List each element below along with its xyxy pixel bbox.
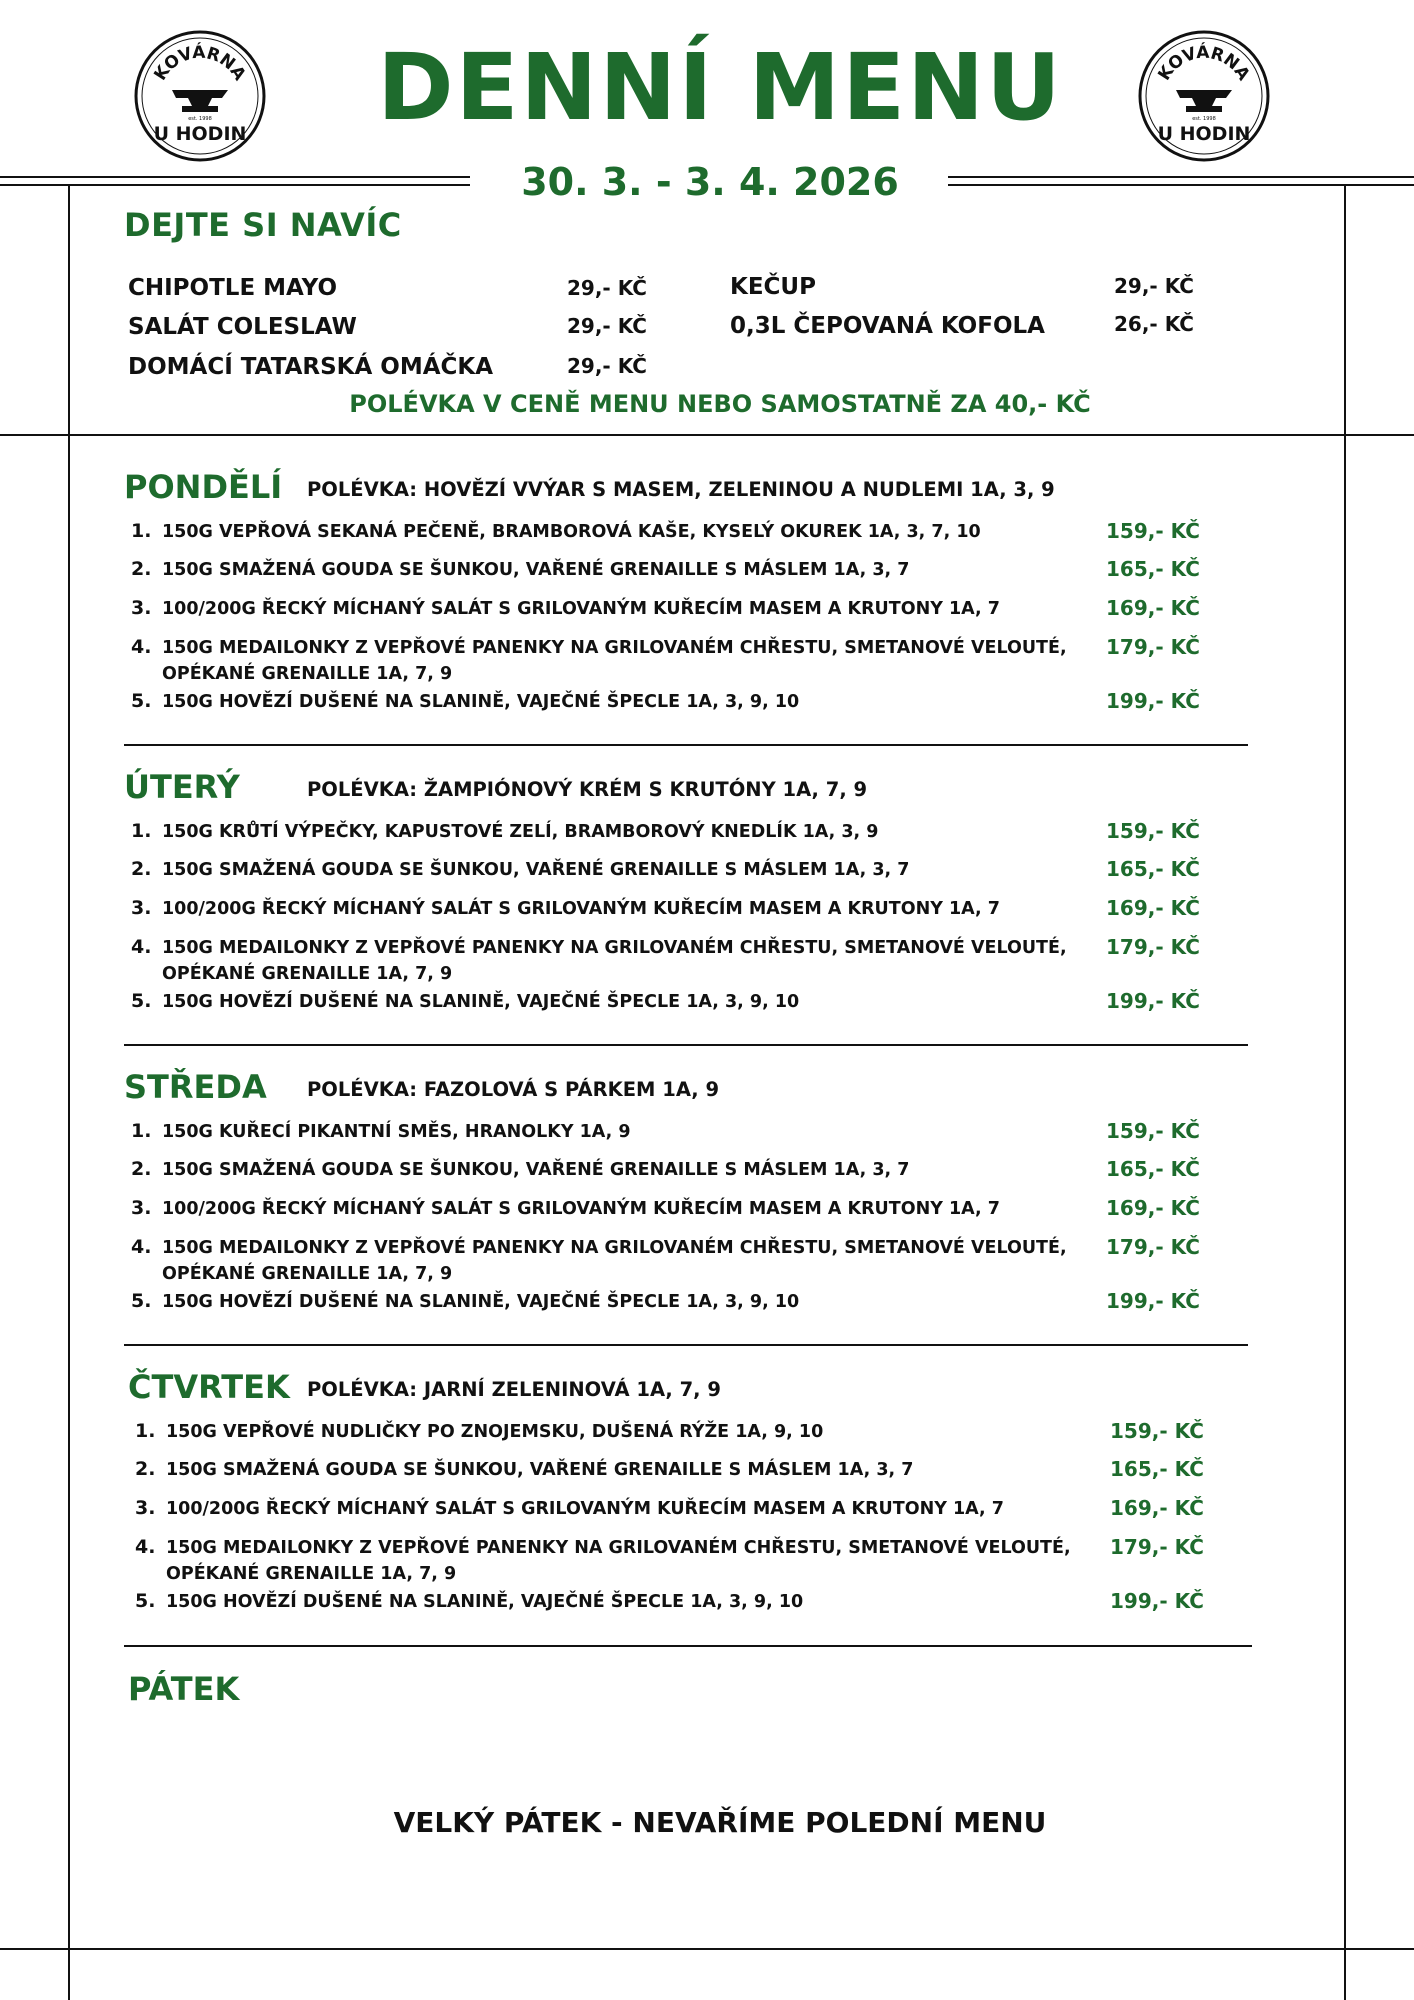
item-description: 150G SMAŽENÁ GOUDA SE ŠUNKOU, VAŘENÉ GRENAILLE S MÁSLEM 1A, 3, 7 — [166, 1460, 914, 1480]
item-number: 2. — [131, 858, 152, 880]
item-description: 100/200G ŘECKÝ MÍCHANÝ SALÁT S GRILOVANÝM KUŘECÍM MASEM A KRUTONY 1A, 7 — [166, 1499, 1004, 1519]
extra-price: 29,- KČ — [567, 354, 647, 378]
day-divider — [124, 744, 1248, 746]
item-number: 3. — [131, 1197, 152, 1219]
extras-title: DEJTE SI NAVÍC — [124, 206, 402, 244]
day-divider — [124, 1344, 1248, 1346]
item-description: 150G MEDAILONKY Z VEPŘOVÉ PANENKY NA GRILOVANÉM CHŘESTU, SMETANOVÉ VELOUTÉ, — [162, 638, 1067, 658]
item-number: 1. — [131, 1120, 152, 1142]
item-number: 4. — [131, 936, 152, 958]
menu-date-range: 30. 3. - 3. 4. 2026 — [521, 160, 899, 204]
item-number: 5. — [131, 690, 152, 712]
item-description: OPÉKANÉ GRENAILLE 1A, 7, 9 — [162, 1264, 453, 1284]
frame-right — [1344, 186, 1346, 2000]
item-description: OPÉKANÉ GRENAILLE 1A, 7, 9 — [166, 1564, 457, 1584]
item-number: 5. — [131, 990, 152, 1012]
extra-name: DOMÁCÍ TATARSKÁ OMÁČKA — [128, 354, 494, 380]
extra-price: 29,- KČ — [567, 314, 647, 338]
logo-right — [1136, 28, 1272, 168]
item-price: 179,- KČ — [1106, 635, 1200, 659]
svg-text:est. 1998: est. 1998 — [188, 116, 212, 122]
item-number: 2. — [135, 1458, 156, 1480]
extra-name: CHIPOTLE MAYO — [128, 275, 338, 301]
item-price: 199,- KČ — [1110, 1589, 1204, 1613]
day-soup: POLÉVKA: ŽAMPIÓNOVÝ KRÉM S KRUTÓNY 1A, 7, 9 — [307, 778, 868, 801]
item-price: 179,- KČ — [1106, 935, 1200, 959]
item-description: 150G SMAŽENÁ GOUDA SE ŠUNKOU, VAŘENÉ GRENAILLE S MÁSLEM 1A, 3, 7 — [162, 560, 910, 580]
item-price: 165,- KČ — [1106, 557, 1200, 581]
extra-price: 29,- KČ — [567, 276, 647, 300]
item-description: 150G MEDAILONKY Z VEPŘOVÉ PANENKY NA GRILOVANÉM CHŘESTU, SMETANOVÉ VELOUTÉ, — [162, 938, 1067, 958]
day-soup: POLÉVKA: FAZOLOVÁ S PÁRKEM 1A, 9 — [307, 1078, 720, 1101]
day-soup: POLÉVKA: JARNÍ ZELENINOVÁ 1A, 7, 9 — [307, 1378, 721, 1401]
day-title: PONDĚLÍ — [124, 468, 283, 506]
item-description: 100/200G ŘECKÝ MÍCHANÝ SALÁT S GRILOVANÝM KUŘECÍM MASEM A KRUTONY 1A, 7 — [162, 1199, 1000, 1219]
item-price: 199,- KČ — [1106, 689, 1200, 713]
extra-price: 29,- KČ — [1114, 274, 1194, 298]
day-title: PÁTEK — [128, 1670, 240, 1708]
item-description: 150G VEPŘOVÉ NUDLIČKY PO ZNOJEMSKU, DUŠENÁ RÝŽE 1A, 9, 10 — [166, 1422, 824, 1442]
item-number: 5. — [131, 1290, 152, 1312]
logo-left — [132, 28, 268, 168]
item-description: 150G MEDAILONKY Z VEPŘOVÉ PANENKY NA GRILOVANÉM CHŘESTU, SMETANOVÉ VELOUTÉ, — [166, 1538, 1071, 1558]
day-title: ÚTERÝ — [124, 768, 240, 806]
item-number: 3. — [131, 597, 152, 619]
item-price: 169,- KČ — [1106, 896, 1200, 920]
soup-price-note: POLÉVKA V CENĚ MENU NEBO SAMOSTATNĚ ZA 40,- KČ — [349, 390, 1091, 418]
item-price: 165,- KČ — [1106, 857, 1200, 881]
header-rule-right — [948, 176, 1414, 178]
item-description: 150G KRŮTÍ VÝPEČKY, KAPUSTOVÉ ZELÍ, BRAMBOROVÝ KNEDLÍK 1A, 3, 9 — [162, 822, 879, 842]
item-price: 165,- KČ — [1106, 1157, 1200, 1181]
item-number: 5. — [135, 1590, 156, 1612]
item-price: 165,- KČ — [1110, 1457, 1204, 1481]
extras-divider — [0, 434, 1414, 436]
item-description: 150G MEDAILONKY Z VEPŘOVÉ PANENKY NA GRILOVANÉM CHŘESTU, SMETANOVÉ VELOUTÉ, — [162, 1238, 1067, 1258]
item-description: 150G HOVĚZÍ DUŠENÉ NA SLANINĚ, VAJEČNÉ ŠPECLE 1A, 3, 9, 10 — [162, 992, 800, 1012]
item-description: 150G HOVĚZÍ DUŠENÉ NA SLANINĚ, VAJEČNÉ ŠPECLE 1A, 3, 9, 10 — [162, 1292, 800, 1312]
item-number: 3. — [131, 897, 152, 919]
day-title: STŘEDA — [124, 1068, 267, 1106]
day-divider — [124, 1044, 1248, 1046]
header-rule-left-2 — [0, 184, 470, 186]
item-number: 2. — [131, 558, 152, 580]
item-description: 150G HOVĚZÍ DUŠENÉ NA SLANINĚ, VAJEČNÉ ŠPECLE 1A, 3, 9, 10 — [162, 692, 800, 712]
item-number: 4. — [131, 1236, 152, 1258]
item-number: 1. — [131, 520, 152, 542]
day-soup: POLÉVKA: HOVĚZÍ VVÝAR S MASEM, ZELENINOU A NUDLEMI 1A, 3, 9 — [307, 478, 1055, 501]
item-description: OPÉKANÉ GRENAILLE 1A, 7, 9 — [162, 964, 453, 984]
item-description: 150G KUŘECÍ PIKANTNÍ SMĚS, HRANOLKY 1A, 9 — [162, 1122, 631, 1142]
item-number: 3. — [135, 1497, 156, 1519]
item-price: 169,- KČ — [1106, 1196, 1200, 1220]
item-description: 150G VEPŘOVÁ SEKANÁ PEČENĚ, BRAMBOROVÁ KAŠE, KYSELÝ OKUREK 1A, 3, 7, 10 — [162, 522, 981, 542]
page-title: DENNÍ MENU — [377, 34, 1063, 141]
item-price: 159,- KČ — [1106, 819, 1200, 843]
frame-left — [68, 186, 70, 2000]
item-price: 159,- KČ — [1110, 1419, 1204, 1443]
item-description: 100/200G ŘECKÝ MÍCHANÝ SALÁT S GRILOVANÝM KUŘECÍM MASEM A KRUTONY 1A, 7 — [162, 599, 1000, 619]
svg-text:U HODIN: U HODIN — [1157, 123, 1251, 145]
item-description: 150G SMAŽENÁ GOUDA SE ŠUNKOU, VAŘENÉ GRENAILLE S MÁSLEM 1A, 3, 7 — [162, 860, 910, 880]
item-number: 1. — [131, 820, 152, 842]
item-number: 2. — [131, 1158, 152, 1180]
item-price: 199,- KČ — [1106, 1289, 1200, 1313]
item-price: 179,- KČ — [1106, 1235, 1200, 1259]
item-price: 159,- KČ — [1106, 1119, 1200, 1143]
extra-name: KEČUP — [730, 274, 816, 300]
day-divider — [124, 1645, 1252, 1647]
item-description: 100/200G ŘECKÝ MÍCHANÝ SALÁT S GRILOVANÝM KUŘECÍM MASEM A KRUTONY 1A, 7 — [162, 899, 1000, 919]
svg-text:KOVÁRNA: KOVÁRNA — [150, 42, 250, 85]
extra-name: SALÁT COLESLAW — [128, 314, 357, 340]
bottom-divider — [0, 1948, 1414, 1950]
extra-price: 26,- KČ — [1114, 312, 1194, 336]
item-number: 4. — [135, 1536, 156, 1558]
svg-text:est. 1998: est. 1998 — [1192, 116, 1216, 122]
svg-text:KOVÁRNA: KOVÁRNA — [1154, 42, 1254, 85]
item-number: 1. — [135, 1420, 156, 1442]
item-description: OPÉKANÉ GRENAILLE 1A, 7, 9 — [162, 664, 453, 684]
svg-text:U HODIN: U HODIN — [153, 123, 247, 145]
extra-name: 0,3L ČEPOVANÁ KOFOLA — [730, 313, 1045, 339]
item-description: 150G SMAŽENÁ GOUDA SE ŠUNKOU, VAŘENÉ GRENAILLE S MÁSLEM 1A, 3, 7 — [162, 1160, 910, 1180]
day-title: ČTVRTEK — [128, 1368, 290, 1406]
item-number: 4. — [131, 636, 152, 658]
item-price: 179,- KČ — [1110, 1535, 1204, 1559]
friday-note: VELKÝ PÁTEK - NEVAŘÍME POLEDNÍ MENU — [393, 1806, 1047, 1839]
item-price: 169,- KČ — [1106, 596, 1200, 620]
item-description: 150G HOVĚZÍ DUŠENÉ NA SLANINĚ, VAJEČNÉ ŠPECLE 1A, 3, 9, 10 — [166, 1592, 804, 1612]
item-price: 159,- KČ — [1106, 519, 1200, 543]
item-price: 169,- KČ — [1110, 1496, 1204, 1520]
header-rule-left — [0, 176, 470, 178]
item-price: 199,- KČ — [1106, 989, 1200, 1013]
